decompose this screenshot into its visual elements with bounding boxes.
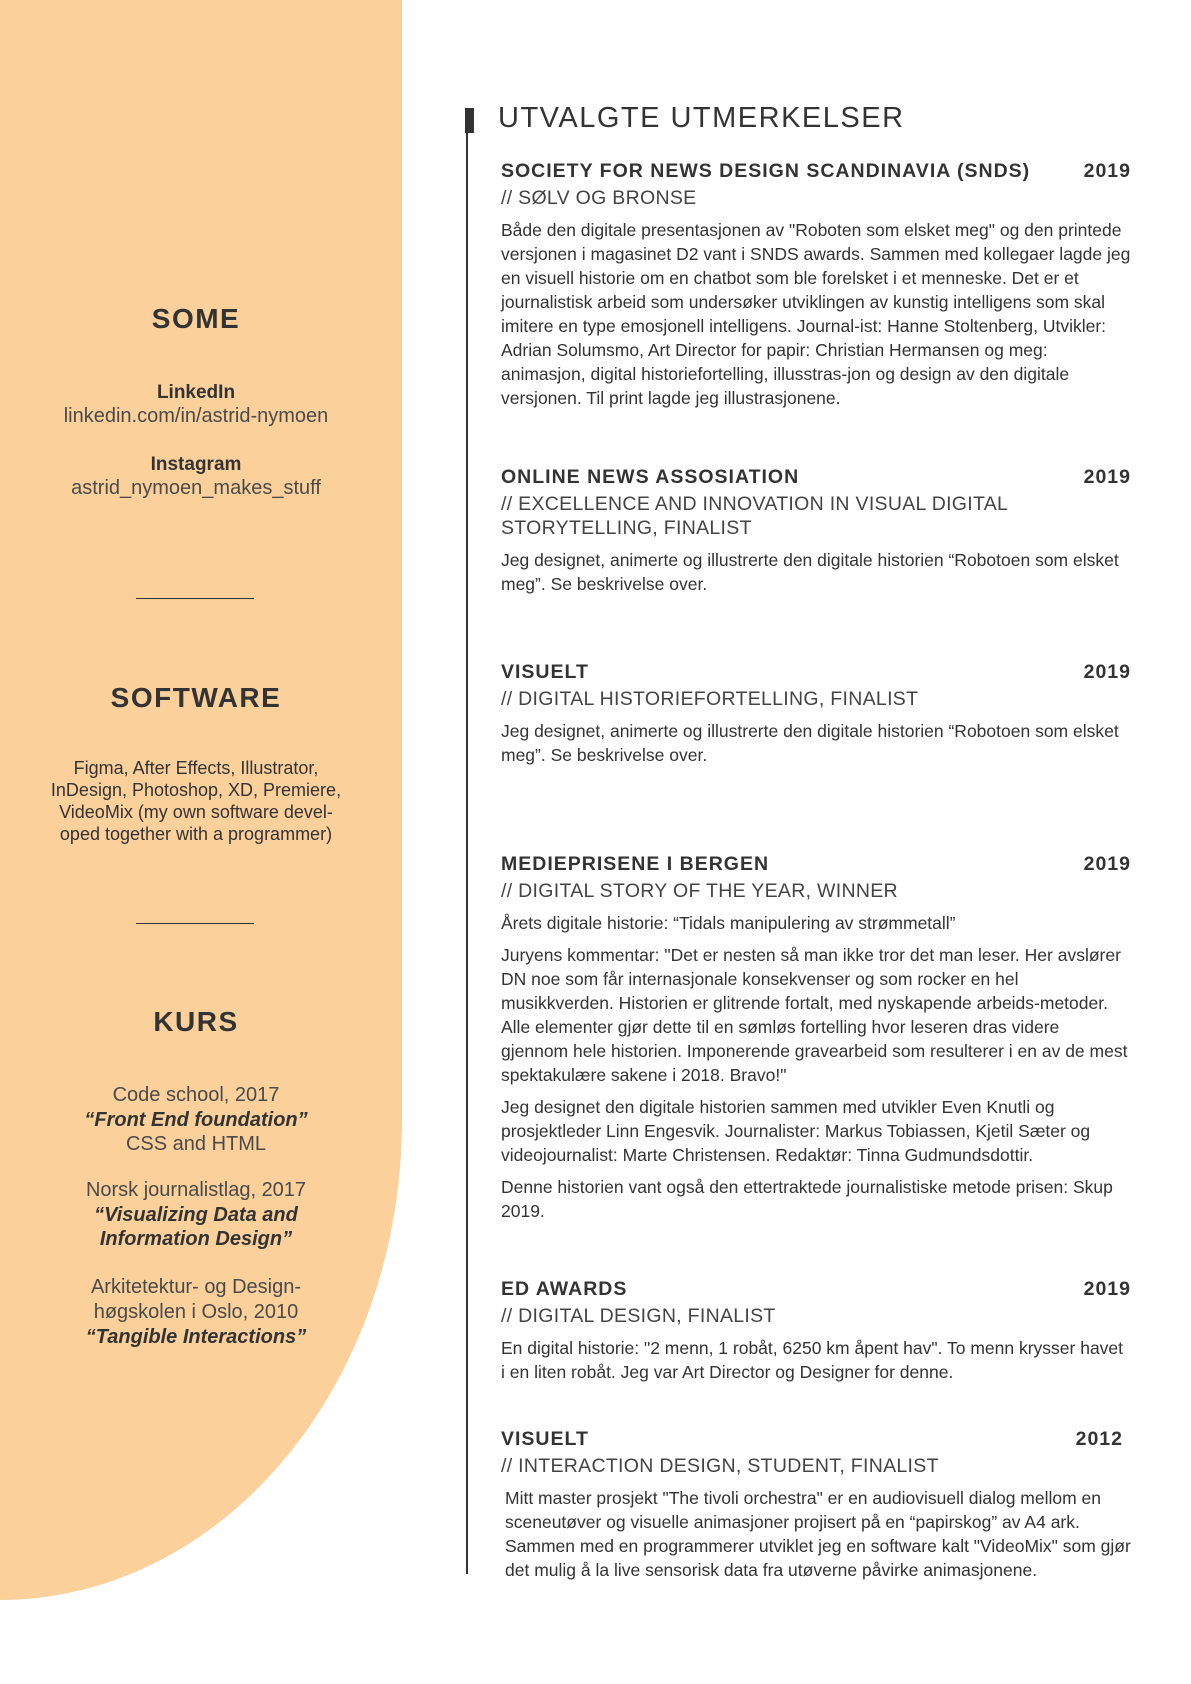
course-provider: Arkitetektur- og Design-: [90, 1276, 302, 1298]
award-name: MEDIEPRISENE I BERGEN: [501, 853, 770, 875]
award-description: Både den digitale presentasjonen av "Roboten som elsket meg" og den printede versjonen i magasinet D2 vant i SNDS awards. Sammen med kollegaer lagde jeg en visuell historie om en chatbot som ble forelsket i et menneske. Det er et journalistisk arbeid som undersøker utviklingen av kunstig intelligens som skal imitere en type emosjonell intelligens. Journal-ist: Hanne Stoltenberg, Utvikler: Adrian Solumsmo, Art Director for papir: Christian Hermansen og meg: animasjon, digital historiefortelling, illusstras-jon og design av den digitale versjonen. Til print lagde jeg illustrasjonene.: [501, 220, 1131, 408]
some-section: [0, 303, 392, 335]
award-description: En digital historie: "2 menn, 1 robåt, 6250 km åpent hav". To menn krysser havet i en liten robåt. Jeg var Art Director og Designer for denne.: [501, 1338, 1124, 1382]
award-description: Denne historien vant også den ettertraktede journalistiske metode prisen: Skup 2019.: [501, 1177, 1113, 1221]
award-description: Jeg designet, animerte og illustrerte den digitale historien “Robotoen som elsket meg”. Se beskrivelse over.: [501, 550, 1119, 594]
award-item: [501, 466, 1131, 596]
award-year: 2019: [1083, 1278, 1131, 1300]
course-title: Information Design”: [99, 1228, 293, 1250]
kurs-heading: KURS: [153, 1006, 239, 1037]
award-name: SOCIETY FOR NEWS DESIGN SCANDINAVIA (SNDS): [501, 160, 1031, 182]
instagram-link[interactable]: astrid_nymoen_makes_stuff: [71, 477, 321, 499]
award-description: Jeg designet, animerte og illustrerte den digitale historien “Robotoen som elsket meg”. Se beskrivelse over.: [501, 721, 1119, 765]
award-category: // INTERACTION DESIGN, STUDENT, FINALIST: [501, 1455, 939, 1477]
software-section: [0, 682, 392, 714]
award-description: Jeg designet den digitale historien sammen med utvikler Even Knutli og prosjektleder Linn Engesvik. Journalister: Markus Tobiassen, Kjetil Sæter og videojournalist: Marte Christensen. Redaktør: Tinna Gudmundsdottir.: [501, 1097, 1091, 1165]
award-item: [501, 661, 1131, 767]
course-item: [0, 1275, 392, 1349]
page-title: UTVALGTE UTMERKELSER: [498, 102, 905, 134]
linkedin-link[interactable]: linkedin.com/in/astrid-nymoen: [63, 405, 329, 427]
award-item: [501, 1278, 1131, 1384]
course-title: “Front End foundation”: [84, 1109, 308, 1131]
award-name: ONLINE NEWS ASSOSIATION: [501, 466, 800, 488]
software-line: InDesign, Photoshop, XD, Premiere,: [50, 780, 342, 800]
award-category: // DIGITAL HISTORIEFORTELLING, FINALIST: [501, 688, 919, 710]
award-description: Juryens kommentar: "Det er nesten så man ikke tror det man leser. Her avslører DN noe som får internasjonale konsekvenser og som rocker en hel musikkverden. Historien er glitrende fortalt, med nyskapende arbeids-metoder. Alle elementer gjør dette til en sømløs fortelling hvor leseren dras videre gjennom hele historien. Imponerende gravearbeid som resulterer i en av de mest spektakulære sakene i 2018. Bravo!": [501, 945, 1128, 1085]
software-line: Figma, After Effects, Illustrator,: [73, 758, 319, 778]
course-title: “Visualizing Data and: [94, 1204, 298, 1226]
software-line: VideoMix (my own software devel-: [59, 802, 333, 822]
software-line: oped together with a programmer): [59, 824, 333, 844]
award-description: Mitt master prosjekt "The tivoli orchestra" er en audiovisuell dialog mellom en sceneutøver og visuelle animasjoner projisert på en “papirskog” av A4 ark. Sammen med en programmerer utviklet jeg en software kalt "VideoMix" som gjør det mulig å la live sensorisk data fra utøverne påvirke animasjonene.: [505, 1488, 1131, 1580]
award-year: 2012: [1075, 1428, 1123, 1450]
some-heading: SOME: [151, 303, 241, 334]
software-list: [0, 757, 392, 845]
timeline-rule-cap: [465, 108, 474, 133]
instagram-block: [0, 454, 392, 501]
course-provider: Code school, 2017: [112, 1084, 280, 1106]
award-name: VISUELT: [501, 1428, 589, 1450]
award-name: VISUELT: [501, 661, 589, 683]
divider: [136, 923, 254, 924]
course-provider: høgskolen i Oslo, 2010: [93, 1301, 299, 1323]
timeline-rule: [466, 108, 468, 1574]
award-item: [501, 853, 1131, 1223]
software-heading: SOFTWARE: [110, 682, 282, 713]
kurs-section: [0, 1006, 392, 1038]
award-year: 2019: [1083, 160, 1131, 182]
course-item: [0, 1178, 392, 1251]
divider: [136, 598, 254, 599]
course-title: “Tangible Interactions”: [85, 1326, 307, 1348]
award-category: // EXCELLENCE AND INNOVATION IN VISUAL DIGITAL STORYTELLING, FINALIST: [501, 493, 1008, 539]
award-item: [501, 1428, 1141, 1582]
award-description: Årets digitale historie: “Tidals manipulering av strømmetall”: [501, 913, 956, 933]
award-category: // DIGITAL DESIGN, FINALIST: [501, 1305, 776, 1327]
award-year: 2019: [1083, 853, 1131, 875]
linkedin-block: [0, 382, 392, 429]
award-year: 2019: [1083, 661, 1131, 683]
course-item: [0, 1083, 392, 1157]
linkedin-label: LinkedIn: [156, 382, 236, 403]
course-provider: Norsk journalistlag, 2017: [85, 1179, 307, 1201]
award-category: // SØLV OG BRONSE: [501, 187, 697, 209]
award-item: [501, 160, 1131, 410]
course-detail: CSS and HTML: [125, 1133, 267, 1155]
award-category: // DIGITAL STORY OF THE YEAR, WINNER: [501, 880, 898, 902]
award-year: 2019: [1083, 466, 1131, 488]
instagram-label: Instagram: [150, 454, 242, 475]
award-name: ED AWARDS: [501, 1278, 628, 1300]
